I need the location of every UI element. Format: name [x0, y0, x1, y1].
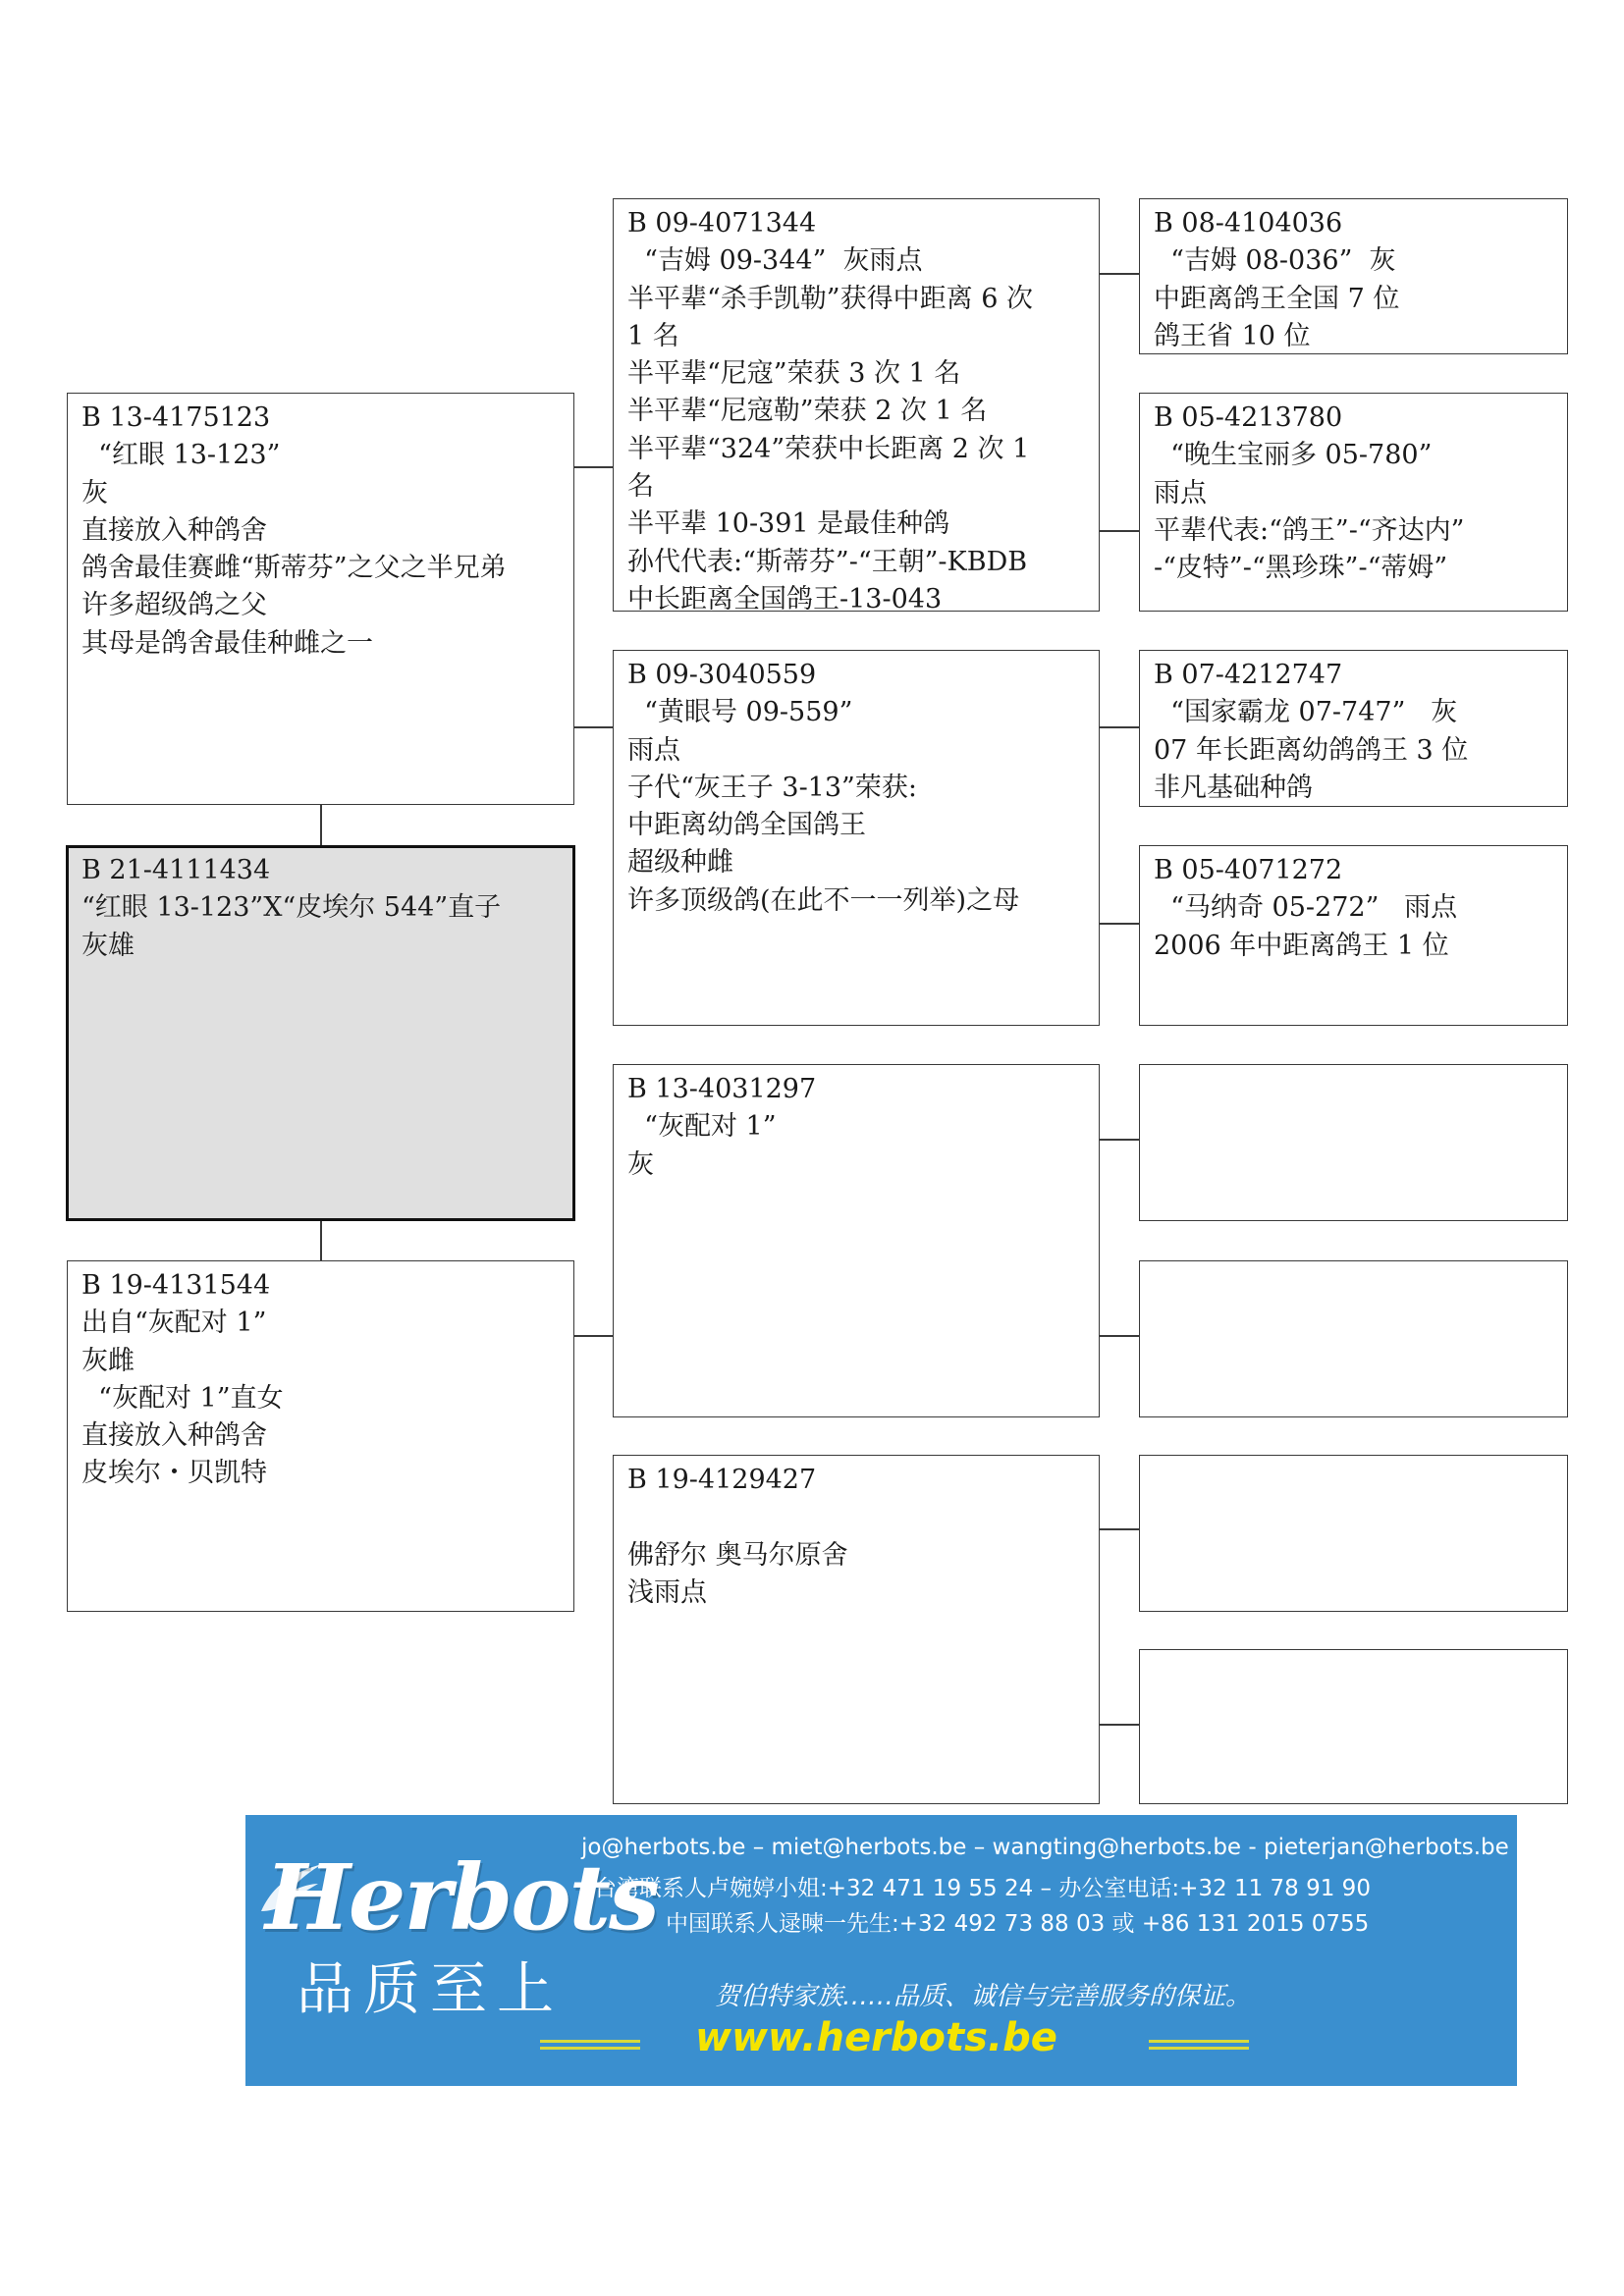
pedigree-line: 2006 年中距离鸽王 1 位 [1154, 930, 1449, 961]
ring-number: B 05-4213780 [1154, 402, 1343, 433]
pedigree-line: “红眼 13-123”X“皮埃尔 544”直子 [81, 892, 502, 924]
connector-line [1098, 530, 1139, 532]
pedigree-line: 孙代代表:“斯蒂芬”-“王朝”-KBDB [627, 546, 1028, 577]
connector-line [572, 726, 614, 728]
pedigree-line: 灰雄 [81, 930, 135, 961]
ring-number: B 07-4212747 [1154, 660, 1343, 690]
pedigree-line: “红眼 13-123” [81, 440, 281, 471]
connector-line [320, 1218, 322, 1260]
connector-line [320, 803, 322, 845]
ring-number: B 19-4131544 [81, 1270, 271, 1301]
pedigree-line: 非凡基础种鸽 [1154, 772, 1313, 803]
sire-card [67, 393, 574, 805]
connector-line [1098, 726, 1139, 728]
pedigree-line: “国家霸龙 07-747” 灰 [1154, 697, 1458, 728]
pedigree-line: 直接放入种鸽舍 [81, 1420, 267, 1452]
connector-line [1098, 1528, 1139, 1530]
sire-dam-dam-card [1139, 845, 1568, 1026]
email-line: jo@herbots.be – miet@herbots.be – wangting@herbots.be - pieterjan@herbots.be [581, 1835, 1509, 1860]
connector-line [572, 466, 614, 468]
dam-card [67, 1260, 574, 1612]
pedigree-line: 鸽舍最佳赛雌“斯蒂芬”之父之半兄弟 [81, 553, 507, 584]
pedigree-line: 1 名 [627, 320, 679, 351]
pedigree-line: 中距离鸽王全国 7 位 [1154, 283, 1400, 314]
ring-number: B 19-4129427 [627, 1465, 817, 1495]
pedigree-line: 雨点 [1154, 477, 1207, 508]
blank-line [627, 1499, 1085, 1536]
sire-sire-sire-card [1139, 198, 1568, 354]
ring-number: B 08-4104036 [1154, 208, 1343, 239]
pedigree-line: 半平辈 10-391 是最佳种鸽 [627, 508, 950, 540]
pedigree-line: “马纳奇 05-272” 雨点 [1154, 892, 1458, 924]
pedigree-line: 鸽王省 10 位 [1154, 320, 1311, 351]
pedigree-line: 名 [627, 471, 654, 503]
connector-line [1098, 1335, 1139, 1337]
pedigree-line: 灰雌 [81, 1345, 135, 1376]
sire-dam-sire-card [1139, 650, 1568, 807]
divider-right [1149, 2040, 1249, 2050]
dam-dam-dam-card [1139, 1649, 1568, 1804]
sire-sire-card [613, 198, 1100, 612]
pedigree-line: 许多顶级鸽(在此不一一列举)之母 [627, 884, 1020, 916]
pedigree-line: 超级种雌 [627, 847, 733, 879]
connector-line [572, 1335, 614, 1337]
pedigree-line: 灰 [627, 1148, 654, 1180]
ring-number: B 09-3040559 [627, 660, 817, 690]
pedigree-line: -“皮特”-“黑珍珠”-“蒂姆” [1154, 553, 1448, 584]
pedigree-line: 07 年长距离幼鸽鸽王 3 位 [1154, 734, 1469, 766]
ring-number: B 05-4071272 [1154, 855, 1343, 885]
pedigree-line: 许多超级鸽之父 [81, 590, 267, 621]
divider-left [540, 2040, 640, 2050]
pedigree-line: 其母是鸽舍最佳种雌之一 [81, 627, 373, 659]
dam-sire-sire-card [1139, 1064, 1568, 1221]
pedigree-line: 皮埃尔・贝凯特 [81, 1458, 267, 1489]
ring-number: B 13-4175123 [81, 402, 271, 433]
herbots-banner [245, 1815, 1517, 2086]
dam-dam-sire-card [1139, 1455, 1568, 1612]
sire-dam-card [613, 650, 1100, 1026]
ring-number: B 09-4071344 [627, 208, 817, 239]
sire-sire-dam-card [1139, 393, 1568, 612]
tagline: 贺伯特家族……品质、诚信与完善服务的保证。 [715, 1982, 1252, 2011]
pedigree-line: 半平辈“尼寇”荣获 3 次 1 名 [627, 358, 961, 390]
pedigree-line: 出自“灰配对 1” [81, 1308, 267, 1339]
pedigree-line: 佛舒尔 奥马尔原舍 [627, 1539, 848, 1571]
pedigree-line: 灰 [81, 477, 108, 508]
ring-number: B 21-4111434 [81, 855, 271, 885]
pedigree-line: 浅雨点 [627, 1576, 707, 1608]
pedigree-line: “晚生宝丽多 05-780” [1154, 440, 1433, 471]
brand-logo: Herbots [265, 1844, 658, 1950]
connector-line [1098, 923, 1139, 925]
dam-sire-dam-card [1139, 1260, 1568, 1417]
pedigree-line: “吉姆 08-036” 灰 [1154, 245, 1396, 277]
pedigree-line: “灰配对 1” [627, 1111, 777, 1143]
ring-number: B 13-4031297 [627, 1074, 817, 1104]
pedigree-line: 半平辈“尼寇勒”荣获 2 次 1 名 [627, 396, 988, 427]
website-link[interactable]: www.herbots.be [695, 2015, 1057, 2060]
taiwan-contact: 台湾联系人卢婉婷小姐:+32 471 19 55 24 – 办公室电话:+32 11 78 91 90 [594, 1876, 1371, 1901]
pedigree-line: “灰配对 1”直女 [81, 1382, 284, 1414]
china-contact: 中国联系人逯暕一先生:+32 492 73 88 03 或 +86 131 2015 0755 [666, 1911, 1370, 1937]
connector-line [1098, 1724, 1139, 1726]
subject-card [66, 845, 575, 1221]
dam-sire-card [613, 1064, 1100, 1417]
pedigree-line: 子代“灰王子 3-13”荣获: [627, 772, 917, 803]
pedigree-line: 平辈代表:“鸽王”-“齐达内” [1154, 514, 1465, 546]
pedigree-line: 中长距离全国鸽王-13-043 [627, 583, 943, 612]
slogan: 品质至上 [297, 1955, 565, 2022]
pedigree-line: 中距离幼鸽全国鸽王 [627, 810, 866, 841]
pedigree-line: 雨点 [627, 734, 680, 766]
pedigree-line: 半平辈“324”荣获中长距离 2 次 1 [627, 433, 1030, 464]
pedigree-line: “吉姆 09-344” 灰雨点 [627, 245, 923, 277]
connector-line [1098, 273, 1139, 275]
dam-dam-card [613, 1455, 1100, 1804]
pedigree-line: “黄眼号 09-559” [627, 697, 853, 728]
pedigree-line: 直接放入种鸽舍 [81, 514, 267, 546]
connector-line [1098, 1139, 1139, 1141]
pedigree-line: 半平辈“杀手凯勒”获得中距离 6 次 [627, 283, 1033, 314]
